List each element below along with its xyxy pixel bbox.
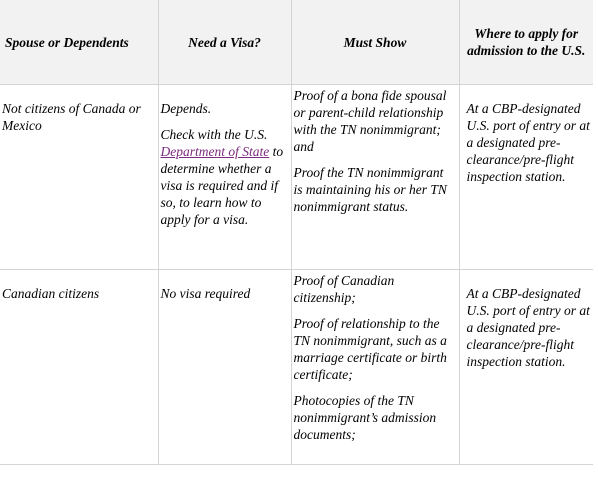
visa-check-text [161, 126, 288, 228]
spouse-cell [0, 85, 158, 270]
visa-text: No visa required [160, 286, 251, 301]
visa-check-prefix: Check with the U.S. [160, 127, 268, 142]
table-row [0, 270, 593, 465]
spouse-text: Not citizens of Canada or Mexico [2, 101, 141, 133]
must-show-item: Proof of relationship to the TN nonimmigrant, such as a marriage certificate or birth certificate; [293, 316, 447, 382]
table-row [0, 85, 593, 270]
must-show-item: Photocopies of the TN nonimmigrant’s admission documents; [293, 393, 437, 442]
department-of-state-link[interactable]: Department of State [160, 144, 270, 159]
header-spouse-or-dependents: Spouse or Dependents [0, 0, 158, 85]
must-show-item: Proof the TN nonimmigrant is maintaining his or her TN nonimmigrant status. [293, 165, 447, 214]
visa-cell [158, 85, 291, 270]
spouse-cell [0, 270, 158, 465]
where-to-apply-text: At a CBP-designated U.S. port of entry or at a designated pre-clearance/pre-flight inspection station. [466, 101, 590, 184]
visa-check-suffix: to determine whether a visa is required and if so, to learn how to apply for a visa. [160, 144, 284, 227]
spouse-text: Canadian citizens [2, 286, 100, 301]
must-show-cell [291, 85, 459, 270]
visa-cell [158, 270, 291, 465]
must-show-cell [291, 270, 459, 465]
header-need-a-visa: Need a Visa? [158, 0, 291, 85]
header-where-to-apply: Where to apply for admission to the U.S. [459, 0, 593, 85]
where-to-apply-cell [459, 270, 593, 465]
where-to-apply-cell [459, 85, 593, 270]
header-must-show: Must Show [291, 0, 459, 85]
where-to-apply-text: At a CBP-designated U.S. port of entry or at a designated pre-clearance/pre-flight inspection station. [466, 286, 590, 369]
visa-depends-text: Depends. [160, 101, 212, 116]
must-show-item: Proof of Canadian citizenship; [293, 273, 395, 305]
table-header-row [0, 0, 593, 85]
must-show-item: Proof of a bona fide spousal or parent-child relationship with the TN nonimmigrant; and [293, 88, 447, 154]
